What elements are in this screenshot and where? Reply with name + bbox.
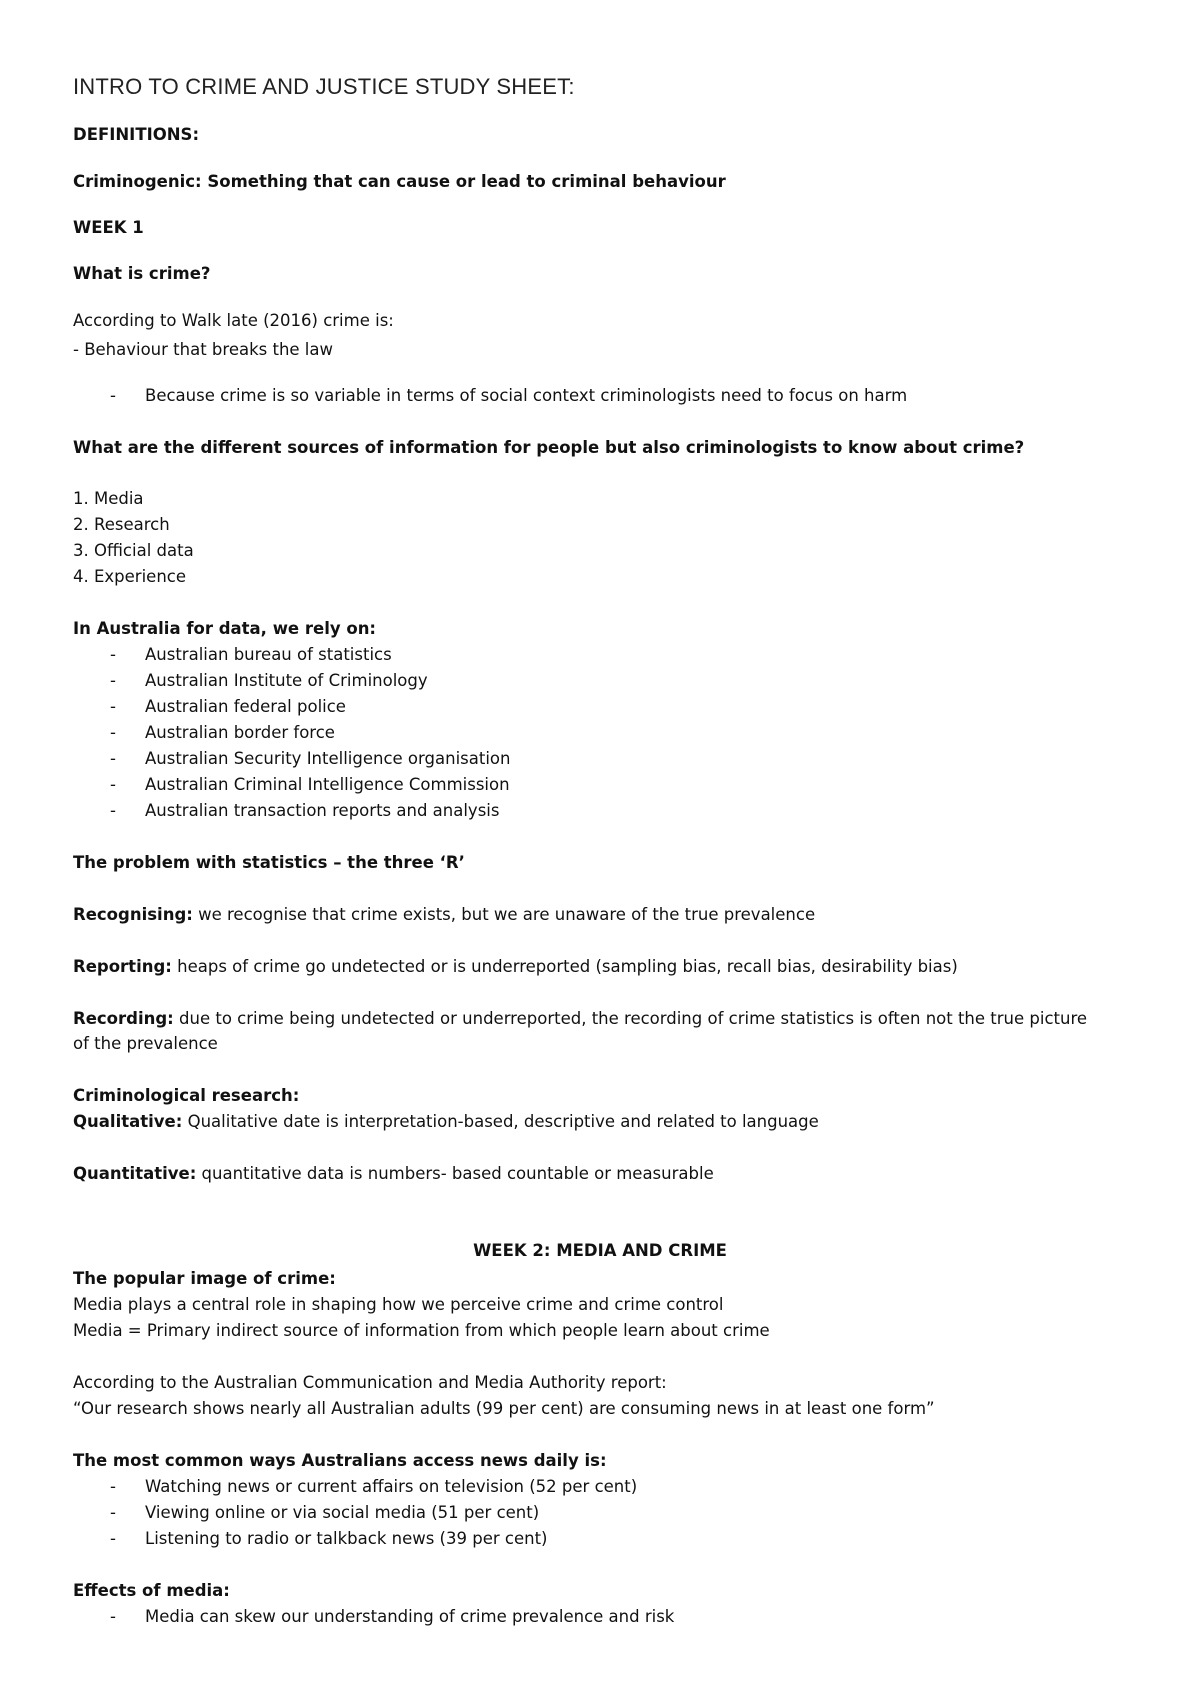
week-2-heading: WEEK 2: MEDIA AND CRIME bbox=[473, 1241, 727, 1260]
media-line-2: Media = Primary indirect source of information from which people learn about crime bbox=[73, 1321, 770, 1340]
australia-item: Australian Institute of Criminology bbox=[145, 671, 428, 690]
bullet-marker: - bbox=[110, 801, 116, 820]
reporting-paragraph bbox=[73, 955, 958, 979]
qualitative-label: Qualitative: bbox=[73, 1112, 183, 1131]
australia-item: Australian transaction reports and analysis bbox=[145, 801, 500, 820]
ways-item: Listening to radio or talkback news (39 per cent) bbox=[145, 1529, 548, 1548]
research-heading: Criminological research: bbox=[73, 1086, 300, 1105]
bullet-marker: - bbox=[110, 1477, 116, 1496]
week-1-heading: WEEK 1 bbox=[73, 218, 144, 237]
recognising-label: Recognising: bbox=[73, 905, 193, 924]
recording-label: Recording: bbox=[73, 1009, 174, 1028]
recording-text: due to crime being undetected or underreported, the recording of crime statistics is often not the true picture bbox=[173, 1009, 1088, 1028]
bullet-marker: - bbox=[110, 1503, 116, 1522]
effects-heading: Effects of media: bbox=[73, 1581, 230, 1600]
ways-item: Watching news or current affairs on television (52 per cent) bbox=[145, 1477, 638, 1496]
source-item: 3. Official data bbox=[73, 541, 194, 560]
australia-item: Australian Security Intelligence organisation bbox=[145, 749, 511, 768]
bullet-marker: - bbox=[110, 723, 116, 742]
popular-image-heading: The popular image of crime: bbox=[73, 1269, 336, 1288]
quantitative-paragraph bbox=[73, 1162, 714, 1186]
walklate-line: According to Walk late (2016) crime is: bbox=[73, 311, 394, 330]
australia-item: Australian bureau of statistics bbox=[145, 645, 392, 664]
recording-paragraph bbox=[73, 1007, 1087, 1031]
definitions-heading: DEFINITIONS: bbox=[73, 125, 200, 144]
bullet-marker: - bbox=[110, 645, 116, 664]
effects-item: Media can skew our understanding of crime prevalence and risk bbox=[145, 1607, 675, 1626]
australia-heading: In Australia for data, we rely on: bbox=[73, 619, 377, 638]
quantitative-label: Quantitative: bbox=[73, 1164, 197, 1183]
source-item: 4. Experience bbox=[73, 567, 187, 586]
document-title: INTRO TO CRIME AND JUSTICE STUDY SHEET: bbox=[73, 74, 575, 99]
bullet-marker: - bbox=[110, 1529, 116, 1548]
source-item: 1. Media bbox=[73, 489, 144, 508]
media-line-1: Media plays a central role in shaping how we perceive crime and crime control bbox=[73, 1295, 724, 1314]
recognising-text: we recognise that crime exists, but we are unaware of the true prevalence bbox=[192, 905, 816, 924]
acma-quote: “Our research shows nearly all Australian adults (99 per cent) are consuming news in at least one form” bbox=[73, 1399, 935, 1418]
variable-bullet: Because crime is so variable in terms of social context criminologists need to focus on harm bbox=[145, 386, 908, 405]
what-is-crime-heading: What is crime? bbox=[73, 264, 211, 283]
bullet-marker: - bbox=[110, 749, 116, 768]
behaviour-line: - Behaviour that breaks the law bbox=[73, 340, 333, 359]
acma-line: According to the Australian Communication and Media Authority report: bbox=[73, 1373, 667, 1392]
source-item: 2. Research bbox=[73, 515, 170, 534]
bullet-marker: - bbox=[110, 775, 116, 794]
qualitative-paragraph bbox=[73, 1110, 819, 1134]
bullet-marker: - bbox=[110, 1607, 116, 1626]
ways-item: Viewing online or via social media (51 per cent) bbox=[145, 1503, 540, 1522]
recognising-paragraph bbox=[73, 903, 815, 927]
bullet-marker: - bbox=[110, 697, 116, 716]
reporting-text: heaps of crime go undetected or is underreported (sampling bias, recall bias, desirability bias) bbox=[171, 957, 958, 976]
bullet-marker: - bbox=[110, 671, 116, 690]
australia-item: Australian Criminal Intelligence Commission bbox=[145, 775, 510, 794]
reporting-label: Reporting: bbox=[73, 957, 172, 976]
problem-heading: The problem with statistics – the three ‘R’ bbox=[73, 853, 465, 872]
ways-heading: The most common ways Australians access news daily is: bbox=[73, 1451, 607, 1470]
criminogenic-definition: Criminogenic: Something that can cause or lead to criminal behaviour bbox=[73, 172, 726, 191]
bullet-marker: - bbox=[110, 386, 116, 405]
recording-text-continued: of the prevalence bbox=[73, 1034, 218, 1053]
australia-item: Australian border force bbox=[145, 723, 335, 742]
qualitative-text: Qualitative date is interpretation-based, descriptive and related to language bbox=[182, 1112, 819, 1131]
quantitative-text: quantitative data is numbers- based countable or measurable bbox=[196, 1164, 714, 1183]
sources-question: What are the different sources of information for people but also criminologists to know about crime? bbox=[73, 438, 1025, 457]
australia-item: Australian federal police bbox=[145, 697, 346, 716]
